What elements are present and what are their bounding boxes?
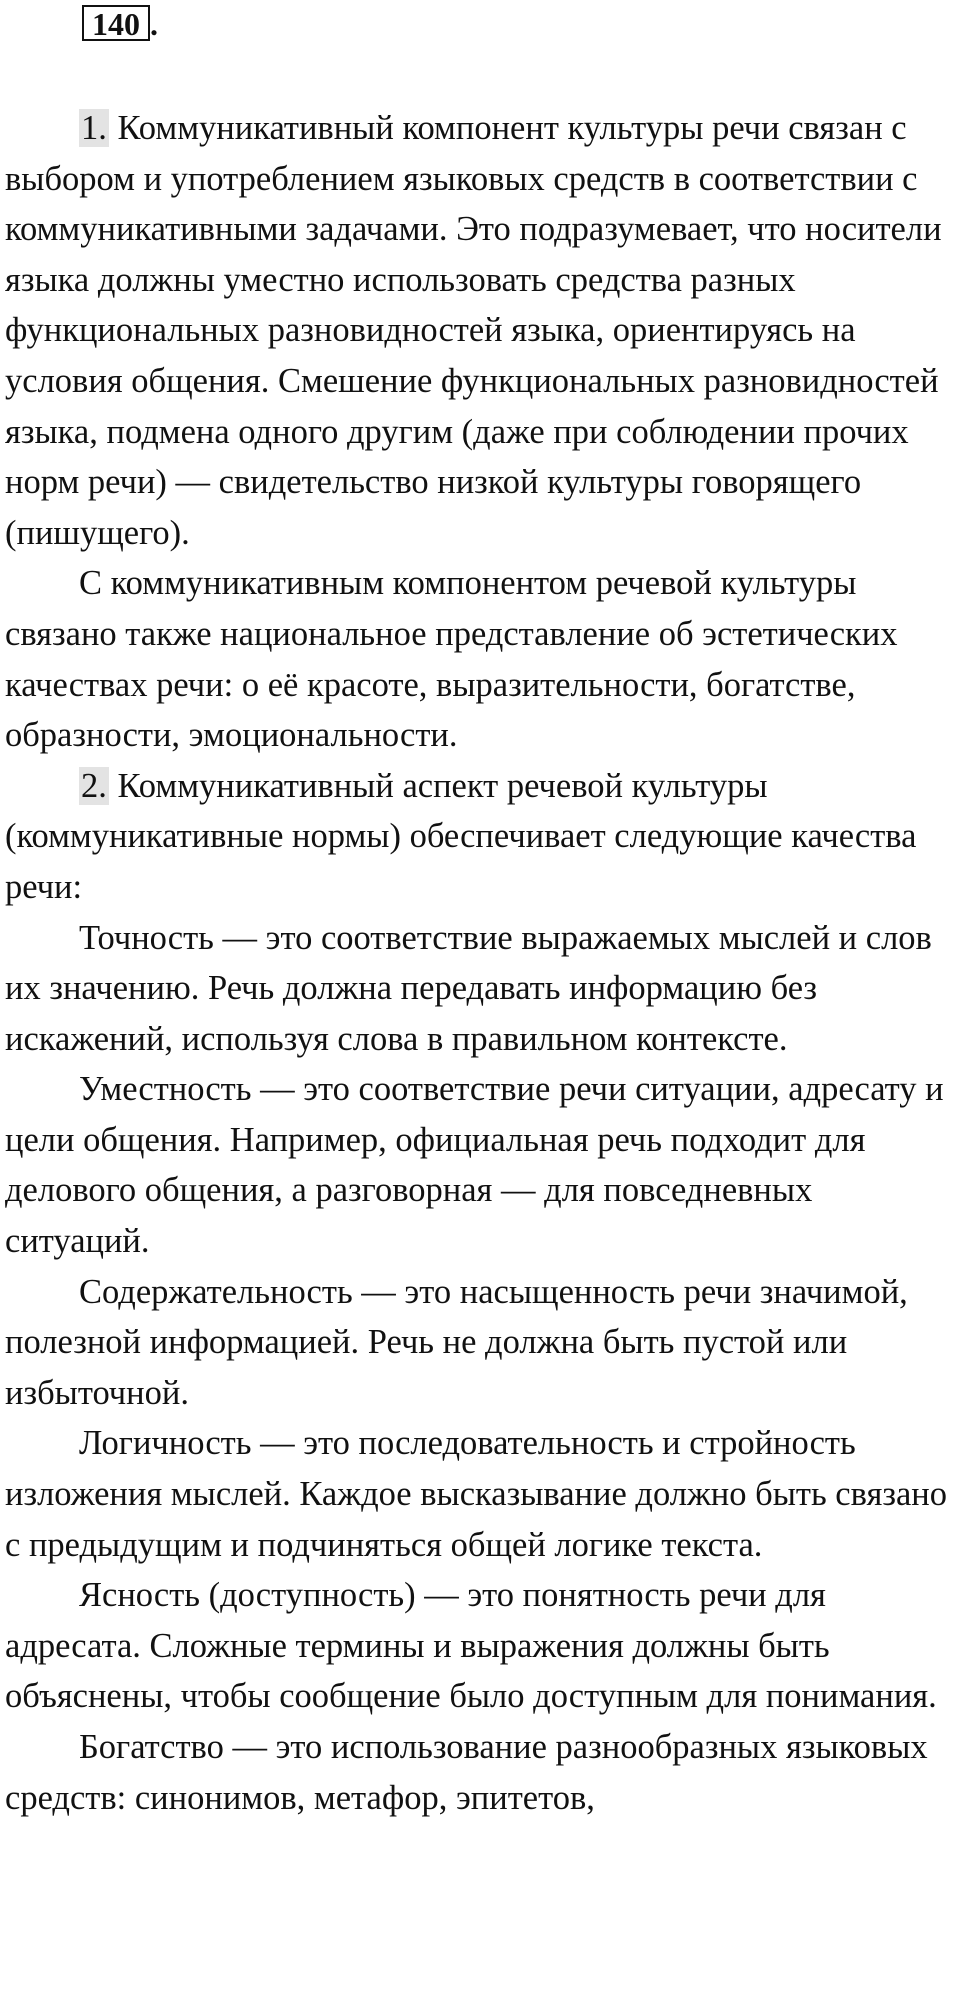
task-number (82, 5, 158, 43)
paragraph-precision (5, 913, 960, 1065)
paragraph-text: Ясность (доступность) — это понятность речи для адресата. Сложные термины и выражения должны быть объяснены, чтобы сообщение было доступным для понимания. (5, 1576, 937, 1716)
paragraph-text: Коммуникативный аспект речевой культуры (коммуникативные нормы) обеспечивает следующие качества речи: (5, 766, 917, 906)
paragraph-1 (5, 103, 960, 558)
paragraph-3 (5, 761, 960, 913)
paragraph-text: С коммуникативным компонентом речевой культуры связано также национальное представление об эстетических качествах речи: о её красоте, выразительности, богатстве, образности, эмоциональности. (5, 564, 898, 755)
paragraph-logic (5, 1418, 960, 1570)
task-number-suffix: . (150, 6, 158, 42)
paragraph-appropriateness (5, 1064, 960, 1266)
paragraph-text: Содержательность — это насыщенность речи значимой, полезной информацией. Речь не должна быть пустой или избыточной. (5, 1272, 908, 1412)
task-number-box: 140 (82, 5, 150, 41)
answer-text (5, 103, 960, 1823)
paragraph-text: Богатство — это использование разнообразных языковых средств: синонимов, метафор, эпитетов, (5, 1728, 928, 1817)
paragraph-number-highlight: 2. (81, 766, 107, 805)
paragraph-number-highlight: 1. (81, 109, 107, 147)
paragraph-clarity (5, 1570, 960, 1722)
paragraph-text: Логичность — это последовательность и стройность изложения мыслей. Каждое высказывание должно быть связано с предыдущим и подчиняться общей логике текста. (5, 1424, 947, 1564)
paragraph-text: Коммуникативный компонент культуры речи связан с выбором и употреблением языковых средств в соответствии с коммуникативными задачами. Это подразумевает, что носители языка должны уместно использовать средства разных функциональных разновидностей языка, ориентируясь на условия общения. Смешение функциональных разновидностей языка, подмена одного другим (даже при соблюдении прочих норм речи) — свидетельство низкой культуры говорящего (пишущего). (5, 109, 942, 552)
paragraph-content-richness (5, 1267, 960, 1419)
paragraph-2 (5, 558, 960, 760)
paragraph-richness (5, 1722, 960, 1823)
paragraph-text: Уместность — это соответствие речи ситуации, адресату и цели общения. Например, официальная речь подходит для делового общения, а разговорная — для повседневных ситуаций. (5, 1070, 944, 1261)
paragraph-text: Точность — это соответствие выражаемых мыслей и слов их значению. Речь должна передавать информацию без искажений, используя слова в правильном контексте. (5, 918, 932, 1058)
